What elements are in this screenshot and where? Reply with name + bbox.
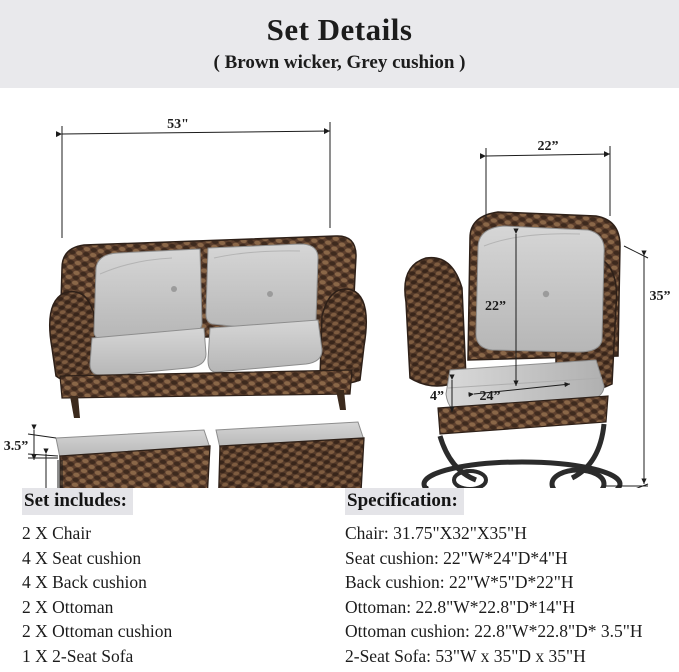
diagram-svg <box>0 88 679 488</box>
ottoman-cushion-height-label: 3.5” <box>3 439 29 454</box>
specification-list <box>345 521 675 668</box>
list-item: 4 X Back cushion <box>22 572 147 592</box>
chair-back-height-label: 22” <box>485 299 506 314</box>
chair-seat-cushion-depth-label: 24” <box>479 389 501 404</box>
list-item: 2 X Ottoman cushion <box>22 621 173 641</box>
list-item: Back cushion: 22"W*5"D*22"H <box>345 572 574 592</box>
sofa-illustration <box>50 236 367 488</box>
specification-title: Specification: <box>345 488 464 515</box>
chair-total-height-label: 35” <box>649 289 671 304</box>
list-item: Ottoman: 22.8"W*22.8"D*14"H <box>345 596 575 617</box>
sofa-width-label: 53" <box>167 117 189 132</box>
chair-seat-depth-label: 22” <box>537 139 559 154</box>
set-includes-title: Set includes: <box>22 488 133 515</box>
chair-illustration <box>405 212 620 488</box>
list-item: Seat cushion: 22"W*24"D*4"H <box>345 547 568 568</box>
list-item: Ottoman cushion: 22.8"W*22.8"D* 3.5"H <box>345 621 643 641</box>
list-item: 2 X Ottoman <box>22 596 114 617</box>
specification-column <box>345 488 675 668</box>
page-title: Set Details <box>266 12 413 47</box>
page-subtitle: ( Brown wicker, Grey cushion ) <box>213 52 466 73</box>
set-includes-column <box>22 488 322 668</box>
list-item: 2-Seat Sofa: 53"W x 35"D x 35"H <box>345 645 586 666</box>
details-lists <box>0 488 679 672</box>
header-banner <box>0 0 679 89</box>
list-item: 2 X Chair <box>22 523 92 543</box>
list-item: Chair: 31.75"X32"X35"H <box>345 523 527 543</box>
set-includes-list <box>22 521 322 668</box>
list-item: 1 X 2-Seat Sofa <box>22 645 134 666</box>
chair-seat-cushion-thickness-label: 4” <box>430 389 444 404</box>
list-item: 4 X Seat cushion <box>22 547 142 568</box>
product-diagram <box>0 88 679 488</box>
